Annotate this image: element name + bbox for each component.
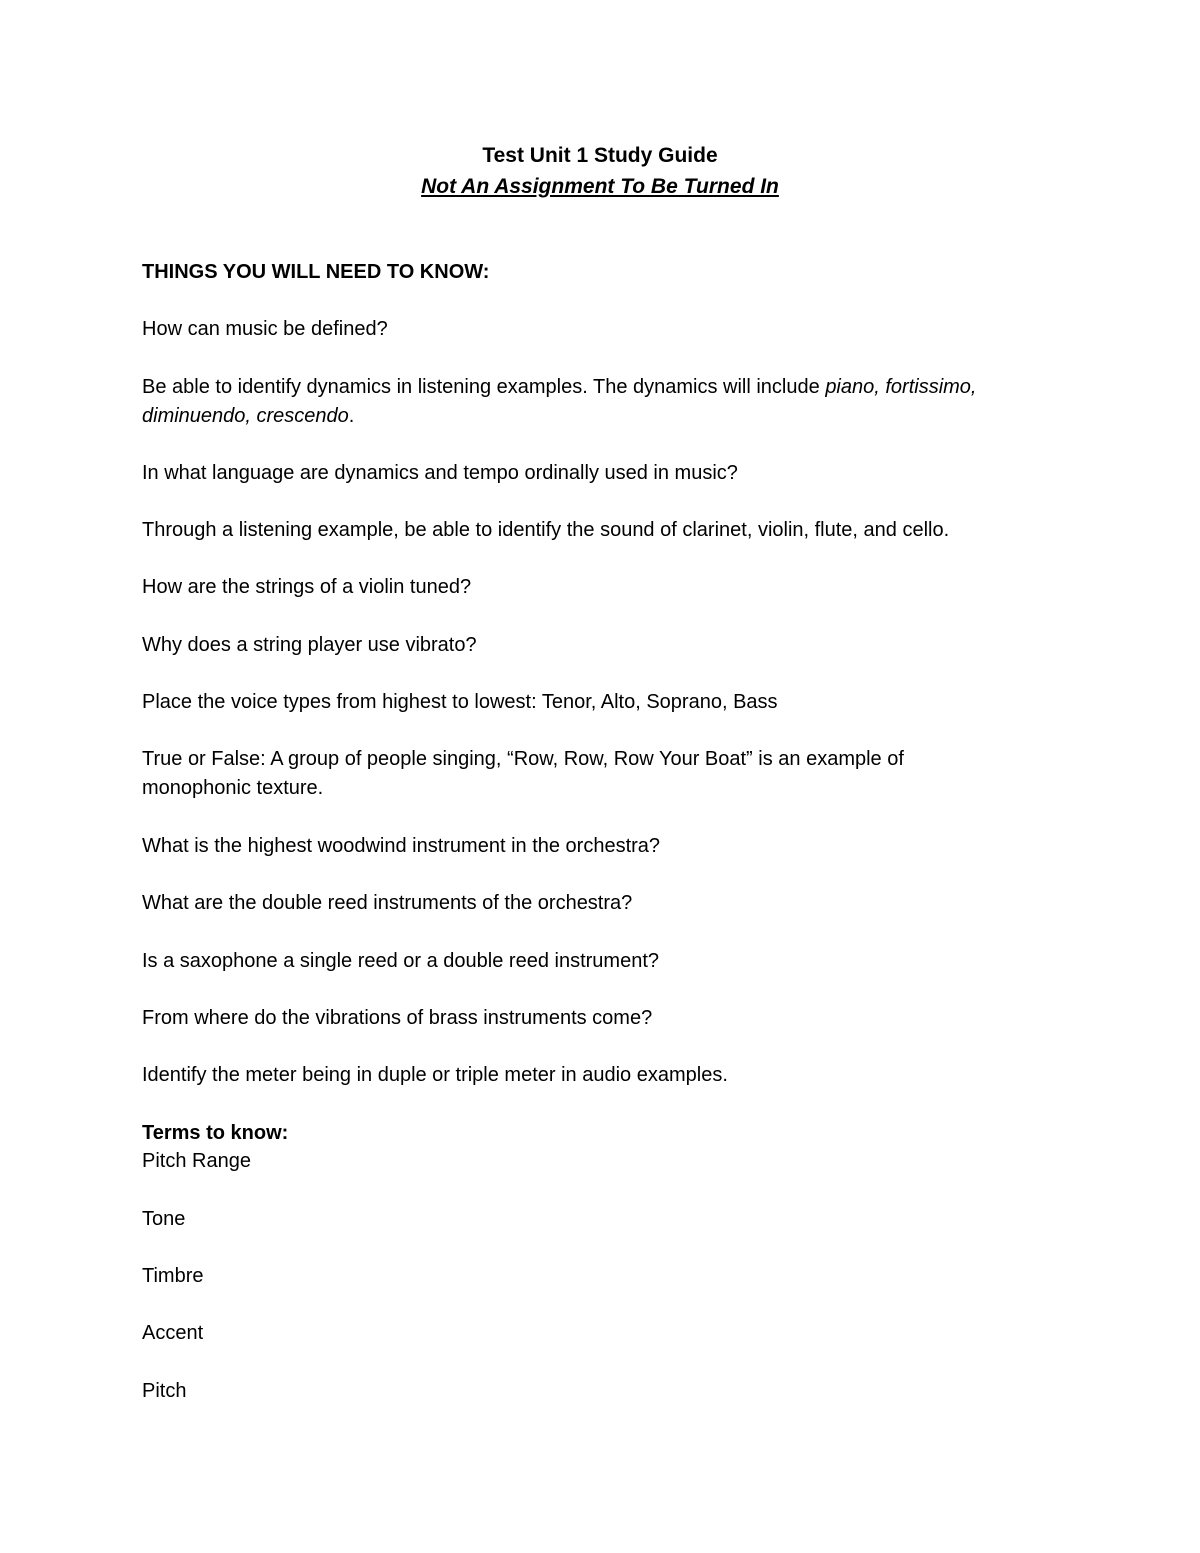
question-13: Identify the meter being in duple or triple meter in audio examples. [142,1064,728,1086]
question-9: What is the highest woodwind instrument in the orchestra? [142,835,661,857]
question-8-line-1: True or False: A group of people singing, “Row, Row, Row Your Boat” is an example of [142,748,904,770]
question-4: Through a listening example, be able to identify the sound of clarinet, violin, flute, and cello. [142,519,950,541]
question-6: Why does a string player use vibrato? [142,634,477,656]
question-11: Is a saxophone a single reed or a double reed instrument? [142,950,660,972]
question-1: How can music be defined? [142,318,388,340]
question-2-text: Be able to identify dynamics in listening examples. The dynamics will include [142,376,826,398]
question-2-italic-terms-2: diminuendo, crescendo [142,405,349,427]
question-8-line-2: monophonic texture. [142,777,324,799]
question-2-end: . [348,405,355,427]
question-5: How are the strings of a violin tuned? [142,576,472,598]
section-heading: THINGS YOU WILL NEED TO KNOW: [142,261,490,283]
terms-heading: Terms to know: [142,1122,289,1144]
question-2-line-2 [142,402,1062,431]
term-item: Tone [142,1208,186,1230]
term-item: Timbre [142,1265,204,1287]
page-subtitle: Not An Assignment To Be Turned In [421,175,779,198]
term-item: Accent [142,1322,204,1344]
page-title: Test Unit 1 Study Guide [482,144,718,167]
term-item: Pitch Range [142,1150,251,1172]
question-3: In what language are dynamics and tempo ordinally used in music? [142,462,738,484]
question-7: Place the voice types from highest to lowest: Tenor, Alto, Soprano, Bass [142,691,778,713]
question-12: From where do the vibrations of brass instruments come? [142,1007,653,1029]
question-10: What are the double reed instruments of the orchestra? [142,892,633,914]
question-2-line-1 [142,373,1062,402]
term-item: Pitch [142,1380,187,1402]
question-2-italic-terms-1: piano, fortissimo, [825,376,977,398]
